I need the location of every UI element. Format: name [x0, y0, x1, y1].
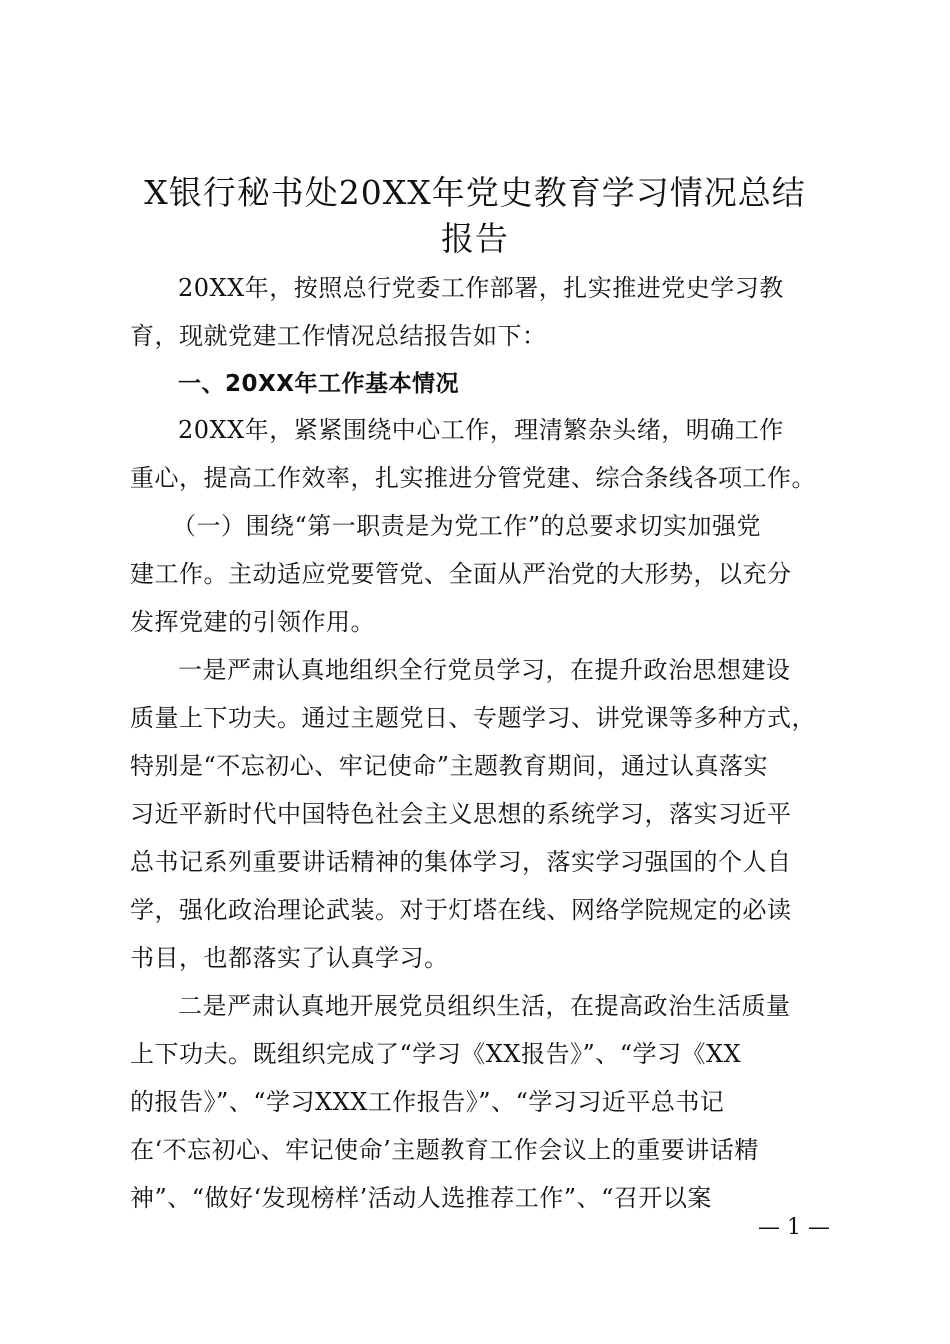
paragraph-line: 20XX年，紧紧围绕中心工作，理清繁杂头绪，明确工作 [178, 416, 784, 444]
paragraph-line: 特别是“不忘初心、牢记使命”主题教育期间，通过认真落实 [130, 752, 769, 780]
document-title-line-1: X银行秘书处20XX年党史教育学习情况总结 [144, 173, 806, 212]
document-title-line-2: 报告 [441, 219, 509, 258]
paragraph-line: 神”、“做好‘发现榜样’活动人选推荐工作”、“召开以案 [130, 1184, 712, 1212]
paragraph-line: 习近平新时代中国特色社会主义思想的系统学习，落实习近平 [130, 800, 792, 828]
paragraph-line: 上下功夫。既组织完成了“学习《XX报告》”、“学习《XX [130, 1040, 742, 1068]
paragraph-line: 学，强化政治理论武装。对于灯塔在线、网络学院规定的必读 [130, 896, 792, 924]
subsection-heading: （一）围绕“第一职责是为党工作”的总要求切实加强党 [172, 512, 762, 540]
paragraph-line: 一是严肃认真地组织全行党员学习，在提升政治思想建设 [178, 656, 791, 684]
paragraph-line: 在‘不忘初心、牢记使命’主题教育工作会议上的重要讲话精 [130, 1136, 759, 1164]
page-number: — 1 — [758, 1215, 830, 1240]
paragraph-line: 二是严肃认真地开展党员组织生活，在提高政治生活质量 [178, 992, 791, 1020]
paragraph-line: 建工作。主动适应党要管党、全面从严治党的大形势，以充分 [130, 560, 792, 588]
paragraph-line: 发挥党建的引领作用。 [130, 608, 375, 636]
paragraph-line: 质量上下功夫。通过主题党日、专题学习、讲党课等多种方式， [130, 704, 816, 732]
paragraph-line: 重心，提高工作效率，扎实推进分管党建、综合条线各项工作。 [130, 464, 816, 492]
paragraph-line: 的报告》”、“学习XXX工作报告》”、“学习习近平总书记 [130, 1088, 725, 1116]
paragraph-line: 育，现就党建工作情况总结报告如下： [130, 322, 547, 350]
section-heading: 一、20XX年工作基本情况 [178, 371, 459, 397]
paragraph-line: 书目，也都落实了认真学习。 [130, 944, 449, 972]
paragraph-line: 20XX年，按照总行党委工作部署，扎实推进党史学习教 [178, 274, 784, 302]
paragraph-line: 总书记系列重要讲话精神的集体学习，落实学习强国的个人自 [130, 848, 792, 876]
